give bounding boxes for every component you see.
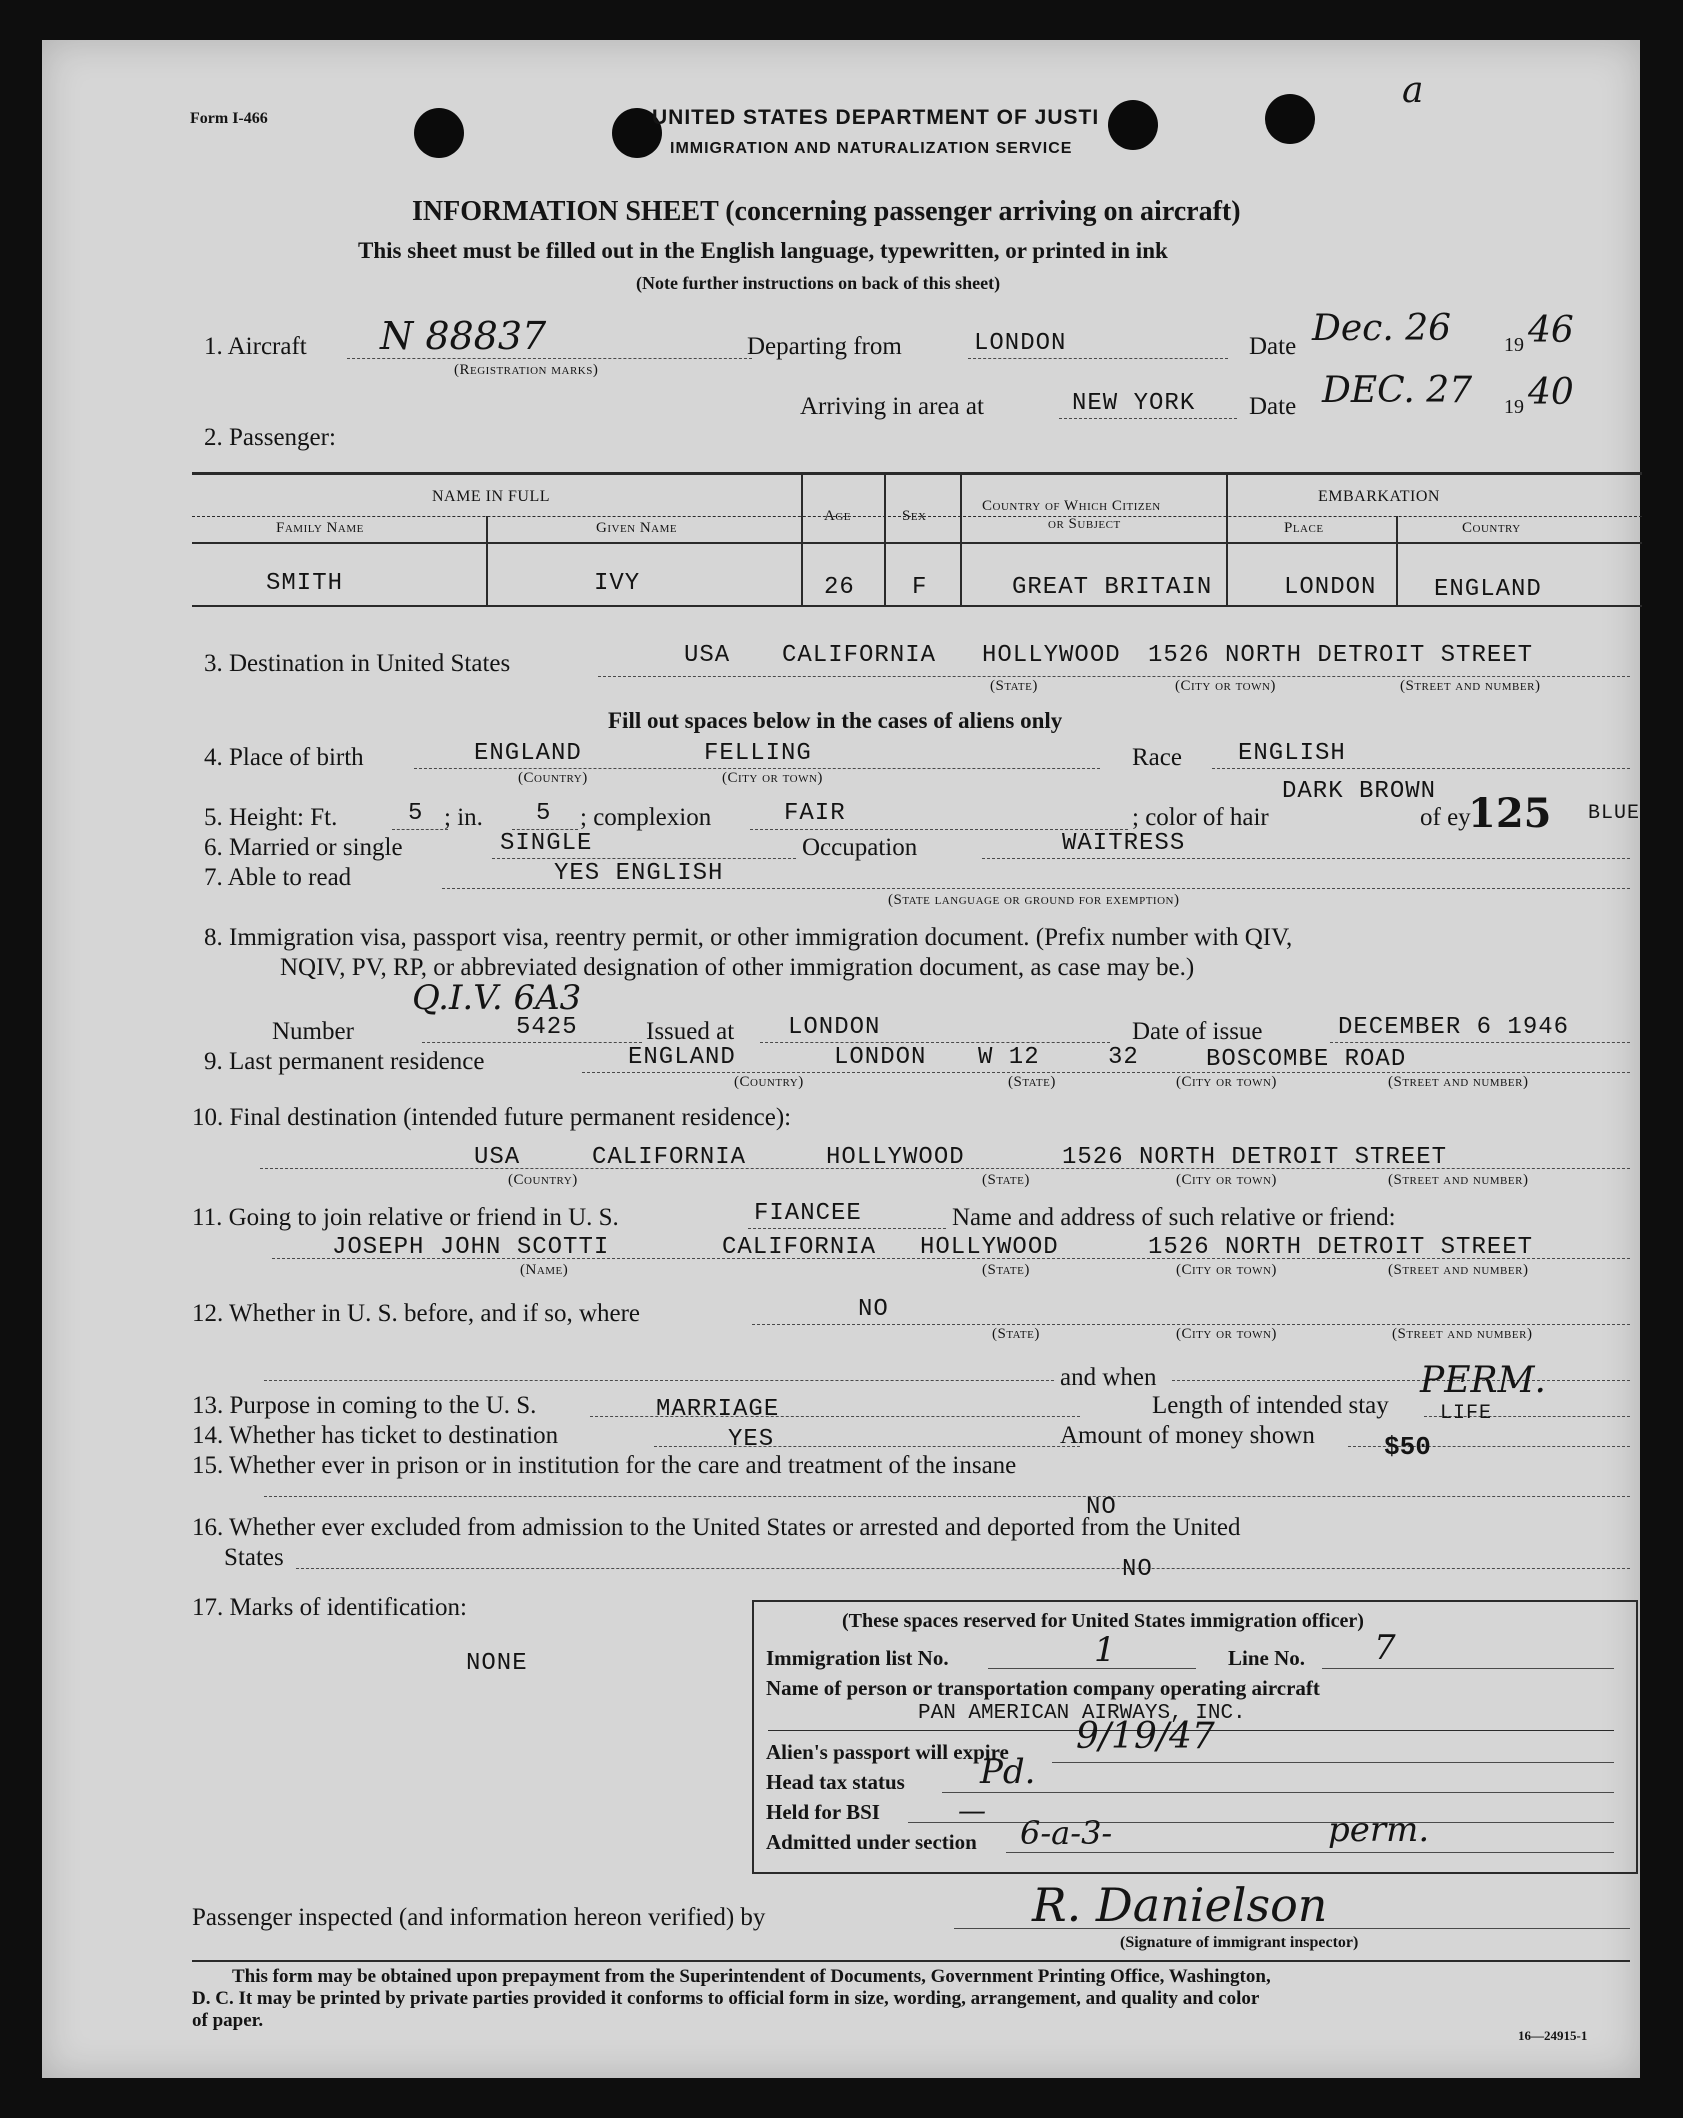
tax-value[interactable]: Pd. <box>980 1752 1036 1792</box>
col-embarkation: EMBARKATION <box>1318 488 1440 505</box>
relative-address-label: Name and address of such relative or friend: <box>952 1204 1396 1231</box>
issued-value[interactable]: LONDON <box>788 1014 881 1041</box>
q3-cap-city: (City or town) <box>1175 678 1276 694</box>
q9-country[interactable]: ENGLAND <box>628 1044 736 1071</box>
inches-label: ; in. <box>444 804 483 831</box>
q5-label: 5. Height: Ft. <box>204 804 338 831</box>
stay-value[interactable]: LIFE <box>1440 1402 1493 1425</box>
embark-place[interactable]: LONDON <box>1284 574 1377 601</box>
form-page <box>42 40 1640 2078</box>
q11-cap-city: (City or town) <box>1176 1262 1277 1278</box>
aircraft-value[interactable]: N 88837 <box>380 314 547 358</box>
issued-label: Issued at <box>646 1018 735 1045</box>
q10-city[interactable]: HOLLYWOOD <box>826 1144 965 1171</box>
q10-state[interactable]: CALIFORNIA <box>592 1144 747 1171</box>
company-label: Name of person or transportation company operating aircraft <box>766 1676 1320 1700</box>
q8-line2: NQIV, PV, RP, or abbreviated designation of other immigration document, as case may be.) <box>280 954 1195 981</box>
hair-label: ; color of hair <box>1132 804 1269 831</box>
q3-state[interactable]: CALIFORNIA <box>782 642 937 669</box>
q9-street[interactable]: BOSCOMBE ROAD <box>1206 1046 1407 1073</box>
aliens-heading: Fill out spaces below in the cases of aliens only <box>608 708 1063 733</box>
q12-cap-street: (Street and number) <box>1392 1326 1533 1342</box>
q11-cap-street: (Street and number) <box>1388 1262 1529 1278</box>
q3-street[interactable]: 1526 NORTH DETROIT STREET <box>1148 642 1534 669</box>
departing-label: Departing from <box>747 333 902 360</box>
footer-line2: D. C. It may be printed by private parties provided it conforms to official form in size, wording, arrangement, and quality and color <box>192 1988 1260 2009</box>
officer-box-title: (These spaces reserved for United States immigration officer) <box>842 1610 1364 1632</box>
arriving-label: Arriving in area at <box>800 393 984 420</box>
col-name-in-full: NAME IN FULL <box>432 488 550 505</box>
q4-cap-city: (City or town) <box>722 770 823 786</box>
q3-city[interactable]: HOLLYWOOD <box>982 642 1121 669</box>
passenger-citizenship[interactable]: GREAT BRITAIN <box>1012 574 1213 601</box>
col-country-2: or Subject <box>1048 516 1121 532</box>
line-no-value[interactable]: 7 <box>1374 1628 1396 1668</box>
q16-line1: 16. Whether ever excluded from admission to the United States or arrested and deported from the United <box>192 1514 1241 1541</box>
hair-value[interactable]: DARK BROWN <box>1282 778 1437 805</box>
col-family-name: Family Name <box>276 520 364 536</box>
form-note: (Note further instructions on back of this sheet) <box>636 273 1001 293</box>
print-code: 16—24915-1 <box>1518 2028 1588 2043</box>
eyes-label: of ey <box>1420 804 1471 831</box>
ticket-value[interactable]: YES <box>728 1426 775 1453</box>
list-no-label: Immigration list No. <box>766 1646 949 1670</box>
signature-caption: (Signature of immigrant inspector) <box>1120 1934 1359 1951</box>
doi-value[interactable]: DECEMBER 6 1946 <box>1338 1014 1570 1041</box>
q11-cap-name: (Name) <box>520 1262 569 1278</box>
relative-street[interactable]: 1526 NORTH DETROIT STREET <box>1148 1234 1534 1261</box>
q16-line2: States <box>224 1544 284 1571</box>
punch-hole <box>414 108 464 158</box>
embark-country[interactable]: ENGLAND <box>1434 576 1542 603</box>
relative-name[interactable]: JOSEPH JOHN SCOTTI <box>332 1234 610 1261</box>
q17-value[interactable]: NONE <box>466 1650 528 1677</box>
q9-cap-city: (City or town) <box>1176 1074 1277 1090</box>
q15-label: 15. Whether ever in prison or in institution for the care and treatment of the insane <box>192 1452 1017 1479</box>
race-label: Race <box>1132 744 1182 771</box>
marital-status[interactable]: SINGLE <box>500 830 593 857</box>
passenger-given-name[interactable]: IVY <box>594 570 641 597</box>
doi-label: Date of issue <box>1132 1018 1263 1045</box>
aircraft-label: 1. Aircraft <box>204 333 307 360</box>
bsi-value[interactable]: — <box>958 1794 986 1827</box>
inspector-signature[interactable]: R. Danielson <box>1032 1878 1328 1932</box>
footer-line3: of paper. <box>192 2010 264 2031</box>
depart-date-value[interactable]: Dec. 26 <box>1312 308 1452 349</box>
q16-value[interactable]: NO <box>1122 1556 1153 1583</box>
list-no-value[interactable]: 1 <box>1094 1630 1116 1670</box>
passenger-family-name[interactable]: SMITH <box>266 570 344 597</box>
q7-caption: (State language or ground for exemption) <box>888 892 1180 908</box>
q9-cap-street: (Street and number) <box>1388 1074 1529 1090</box>
section-note[interactable]: perm. <box>1328 1810 1430 1850</box>
when-label: and when <box>1060 1364 1157 1391</box>
line-no-label: Line No. <box>1228 1646 1306 1670</box>
money-label: Amount of money shown <box>1060 1422 1315 1449</box>
race-value[interactable]: ENGLISH <box>1238 740 1346 767</box>
stay-handwritten[interactable]: PERM. <box>1420 1360 1546 1401</box>
date-label: Date <box>1249 393 1297 420</box>
col-sex: Sex <box>902 508 927 524</box>
punch-hole <box>1265 94 1315 144</box>
occupation-label: Occupation <box>802 834 918 861</box>
q12-cap-city: (City or town) <box>1176 1326 1277 1342</box>
arrive-year-value[interactable]: 40 <box>1528 372 1574 413</box>
col-age: Age <box>824 508 851 524</box>
q9-cap-state: (State) <box>1008 1074 1056 1090</box>
complexion-value[interactable]: FAIR <box>784 800 846 827</box>
relative-state[interactable]: CALIFORNIA <box>722 1234 877 1261</box>
q4-city[interactable]: FELLING <box>704 740 812 767</box>
q12-label: 12. Whether in U. S. before, and if so, where <box>192 1300 641 1327</box>
year-prefix: 19 <box>1504 396 1524 418</box>
col-country: Country of Which Citizen <box>982 498 1161 514</box>
depart-year-value[interactable]: 46 <box>1528 310 1574 351</box>
q4-cap-country: (Country) <box>518 770 588 786</box>
relation-value[interactable]: FIANCEE <box>754 1200 862 1227</box>
passenger-sex[interactable]: F <box>912 574 928 601</box>
form-subtitle: This sheet must be filled out in the English language, typewritten, or printed in ink <box>358 238 1168 263</box>
visa-code[interactable]: Q.I.V. 6A3 <box>412 978 582 1018</box>
year-prefix: 19 <box>1504 334 1524 356</box>
q3-cap-state: (State) <box>990 678 1038 694</box>
q12-cap-state: (State) <box>992 1326 1040 1342</box>
q9-city[interactable]: LONDON <box>834 1044 927 1071</box>
q10-cap-street: (Street and number) <box>1388 1172 1529 1188</box>
q17-label: 17. Marks of identification: <box>192 1594 467 1621</box>
q10-street[interactable]: 1526 NORTH DETROIT STREET <box>1062 1144 1448 1171</box>
q9-number[interactable]: 32 <box>1108 1044 1139 1071</box>
q10-cap-city: (City or town) <box>1176 1172 1277 1188</box>
form-title: INFORMATION SHEET (concerning passenger arriving on aircraft) <box>412 196 1241 227</box>
q8-line1: 8. Immigration visa, passport visa, reentry permit, or other immigration document. (Prefix number with QIV, <box>204 924 1293 951</box>
q13-label: 13. Purpose in coming to the U. S. <box>192 1392 537 1419</box>
col-place: Place <box>1284 520 1324 536</box>
q9-label: 9. Last permanent residence <box>204 1048 485 1075</box>
q10-country[interactable]: USA <box>474 1144 521 1171</box>
q7-value[interactable]: YES ENGLISH <box>554 860 724 887</box>
stay-label: Length of intended stay <box>1152 1392 1389 1419</box>
service-name: IMMIGRATION AND NATURALIZATION SERVICE <box>670 140 1073 157</box>
number-label: Number <box>272 1018 354 1045</box>
relative-city[interactable]: HOLLYWOOD <box>920 1234 1059 1261</box>
expire-value[interactable]: 9/19/47 <box>1076 1716 1215 1757</box>
q11-cap-state: (State) <box>982 1262 1030 1278</box>
complexion-label: ; complexion <box>580 804 712 831</box>
date-label: Date <box>1249 333 1297 360</box>
q7-label: 7. Able to read <box>204 864 352 891</box>
arrive-date-value[interactable]: DEC. 27 <box>1322 370 1473 411</box>
q3-label: 3. Destination in United States <box>204 650 511 677</box>
section-value[interactable]: 6-a-3- <box>1020 1814 1113 1852</box>
height-feet[interactable]: 5 <box>408 800 424 827</box>
passenger-age[interactable]: 26 <box>824 574 855 601</box>
q4-country[interactable]: ENGLAND <box>474 740 582 767</box>
q4-label: 4. Place of birth <box>204 744 364 771</box>
q3-cap-street: (Street and number) <box>1400 678 1541 694</box>
money-value[interactable]: $50 <box>1384 1432 1431 1462</box>
visa-number[interactable]: 5425 <box>516 1014 578 1041</box>
q10-label: 10. Final destination (intended future permanent residence): <box>192 1104 792 1131</box>
q10-cap-country: (Country) <box>508 1172 578 1188</box>
q11-label: 11. Going to join relative or friend in U. S. <box>192 1204 619 1231</box>
form-number: Form I-466 <box>190 110 268 127</box>
weight-value[interactable]: 125 <box>1468 790 1552 837</box>
purpose-value[interactable]: MARRIAGE <box>656 1396 780 1423</box>
eyes-value[interactable]: BLUE <box>1588 802 1641 825</box>
q12-value[interactable]: NO <box>858 1296 889 1323</box>
q10-cap-state: (State) <box>982 1172 1030 1188</box>
col-given-name: Given Name <box>596 520 678 536</box>
corner-mark: a <box>1402 70 1424 111</box>
tax-label: Head tax status <box>766 1770 905 1794</box>
height-inches[interactable]: 5 <box>536 800 552 827</box>
departing-value[interactable]: LONDON <box>974 330 1067 357</box>
q9-cap-country: (Country) <box>734 1074 804 1090</box>
q6-label: 6. Married or single <box>204 834 403 861</box>
arriving-value[interactable]: NEW YORK <box>1072 390 1196 417</box>
section-label: Admitted under section <box>766 1830 977 1854</box>
expire-label: Alien's passport will expire <box>766 1740 1009 1764</box>
q3-country[interactable]: USA <box>684 642 731 669</box>
q15-value[interactable]: NO <box>1086 1494 1117 1521</box>
punch-hole <box>1108 100 1158 150</box>
passenger-label: 2. Passenger: <box>204 424 336 451</box>
q9-state[interactable]: W 12 <box>978 1044 1040 1071</box>
company-value[interactable]: PAN AMERICAN AIRWAYS, INC. <box>918 1702 1246 1725</box>
inspected-label: Passenger inspected (and information hereon verified) by <box>192 1904 766 1931</box>
registration-caption: (Registration marks) <box>454 362 599 378</box>
bsi-label: Held for BSI <box>766 1800 880 1824</box>
col-embark-country: Country <box>1462 520 1521 536</box>
occupation-value[interactable]: WAITRESS <box>1062 830 1186 857</box>
department-name: UNITED STATES DEPARTMENT OF JUSTI <box>652 106 1100 129</box>
footer-line1: This form may be obtained upon prepayment from the Superintendent of Documents, Government Printing Office, Washington, <box>232 1966 1271 1987</box>
q14-label: 14. Whether has ticket to destination <box>192 1422 559 1449</box>
